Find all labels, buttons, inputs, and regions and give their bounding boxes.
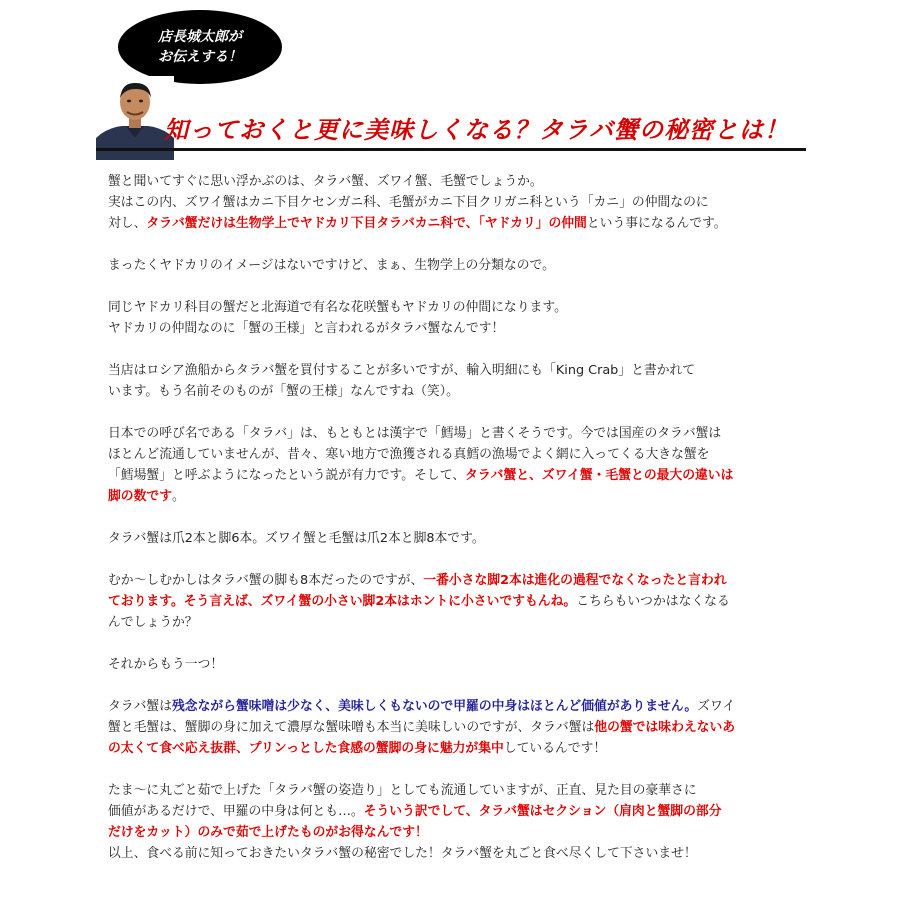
text-line: んでしょうか？ (108, 615, 198, 630)
red-emphasis-line: だけをカット）のみで茹で上げたものがお得なんです！ (108, 825, 428, 840)
text-run: 価値があるだけで、甲羅の中身は何とも…。 (108, 804, 364, 819)
paragraph (108, 297, 800, 339)
text-line (108, 486, 800, 507)
speech-bubble-line: お伝えする！ (158, 49, 242, 65)
article-body (108, 171, 800, 864)
text-run: 蟹と毛蟹は、蟹脚の身に加えて濃厚な蟹味噌も本当に美味しいのですが、タラバ蟹は (108, 720, 595, 735)
text-line: います。もう名前そのものが「蟹の王様」なんですね（笑）。 (108, 384, 459, 399)
text-line: それからもう一つ！ (108, 657, 224, 672)
text-line: 同じヤドカリ科目の蟹だと北海道で有名な花咲蟹もヤドカリの仲間になります。 (108, 300, 567, 315)
article-header (96, 10, 806, 152)
text-run: むか～しむかしはタラバ蟹の脚も8本だったのですが、 (108, 573, 424, 588)
text-line (108, 801, 800, 822)
text-line (108, 738, 800, 759)
text-run: 。 (171, 489, 185, 504)
text-line: 蟹と聞いてすぐに思い浮かぶのは、タラバ蟹、ズワイ蟹、毛蟹でしょうか。 (108, 174, 543, 189)
text-line (108, 696, 800, 717)
red-emphasis: そういう訳でして、タラバ蟹はセクション（肩肉と蟹脚の部分 (363, 804, 722, 819)
red-emphasis: 一番小さな脚2本は進化の過程でなくなったと言われ (423, 573, 727, 588)
text-line (108, 465, 800, 486)
paragraph (108, 780, 800, 864)
text-line: 実はこの内、ズワイ蟹はカニ下目ケセンガニ科、毛蟹がカニ下目クリガニ科という「カニ」の仲間なのに (108, 195, 709, 210)
text-line: ヤドカリの仲間なのに「蟹の王様」と言われるがタラバ蟹なんです！ (108, 321, 505, 336)
text-line (108, 591, 800, 612)
text-run: こちらもいつかはなくなる (576, 594, 730, 609)
red-emphasis: の太くて食べ応え抜群、プリンっとした食感の蟹脚の身に魅力が集中 (108, 741, 504, 756)
text-line: ほとんど流通していませんが、昔々、寒い地方で漁獲される真鱈の漁場でよく網に入ってくる大きな蟹を (108, 447, 710, 462)
text-line: 以上、食べる前に知っておきたいタラバ蟹の秘密でした！タラバ蟹を丸ごと食べ尽くして下さいませ！ (108, 846, 697, 861)
text-line: たま～に丸ごと茹で上げた「タラバ蟹の姿造り」としても流通していますが、正直、見た目の豪華さに (108, 783, 697, 798)
paragraph (108, 255, 800, 276)
text-line: 日本での呼び名である「タラバ」は、もともとは漢字で「鱈場」と書くそうです。今では国産のタラバ蟹は (108, 426, 722, 441)
red-emphasis: ております。そう言えば、ズワイ蟹の小さい脚2本はホントに小さいですもんね。 (108, 594, 577, 609)
header-divider (96, 148, 806, 151)
text-line: タラバ蟹は爪2本と脚6本。ズワイ蟹と毛蟹は爪2本と脚8本です。 (108, 531, 485, 546)
red-emphasis: タラバ蟹だけは生物学上でヤドカリ下目タラバカニ科で、「ヤドカリ」の仲間 (146, 216, 587, 231)
text-line (108, 213, 800, 234)
paragraph (108, 360, 800, 402)
text-run: タラバ蟹は (108, 699, 172, 714)
text-line (108, 717, 800, 738)
text-run: 「鱈場蟹」と呼ぶようになったという説が有力です。そして、 (108, 468, 466, 483)
paragraph (108, 423, 800, 507)
red-emphasis: 脚の数です (108, 489, 172, 504)
text-line: 当店はロシア漁船からタラバ蟹を買付することが多いですが、輸入明細にも「King Crab」と書かれて (108, 363, 696, 378)
red-emphasis: タラバ蟹と、ズワイ蟹・毛蟹との最大の違いは (465, 468, 734, 483)
text-line (108, 570, 800, 591)
paragraph (108, 570, 800, 633)
red-emphasis: 他の蟹では味わえないあ (594, 720, 736, 735)
navy-emphasis: 残念ながら蟹味噌は少なく、美味しくもないので甲羅の中身はほとんど価値がありません。 (171, 699, 698, 714)
text-line: まったくヤドカリのイメージはないですけど、まぁ、生物学上の分類なので。 (108, 258, 555, 273)
text-run: ズワイ (697, 699, 736, 714)
speech-bubble-line: 店長城太郎が (158, 29, 242, 45)
text-run: という事になるんです。 (586, 216, 727, 231)
text-run: しているんです！ (503, 741, 607, 756)
paragraph (108, 654, 800, 675)
text-run: 対し、 (108, 216, 147, 231)
page-title: 知っておくと更に美味しくなる？タラバ蟹の秘密とは！ (164, 115, 789, 144)
paragraph (108, 528, 800, 549)
paragraph (108, 696, 800, 759)
speech-bubble (118, 10, 282, 84)
paragraph (108, 171, 800, 234)
